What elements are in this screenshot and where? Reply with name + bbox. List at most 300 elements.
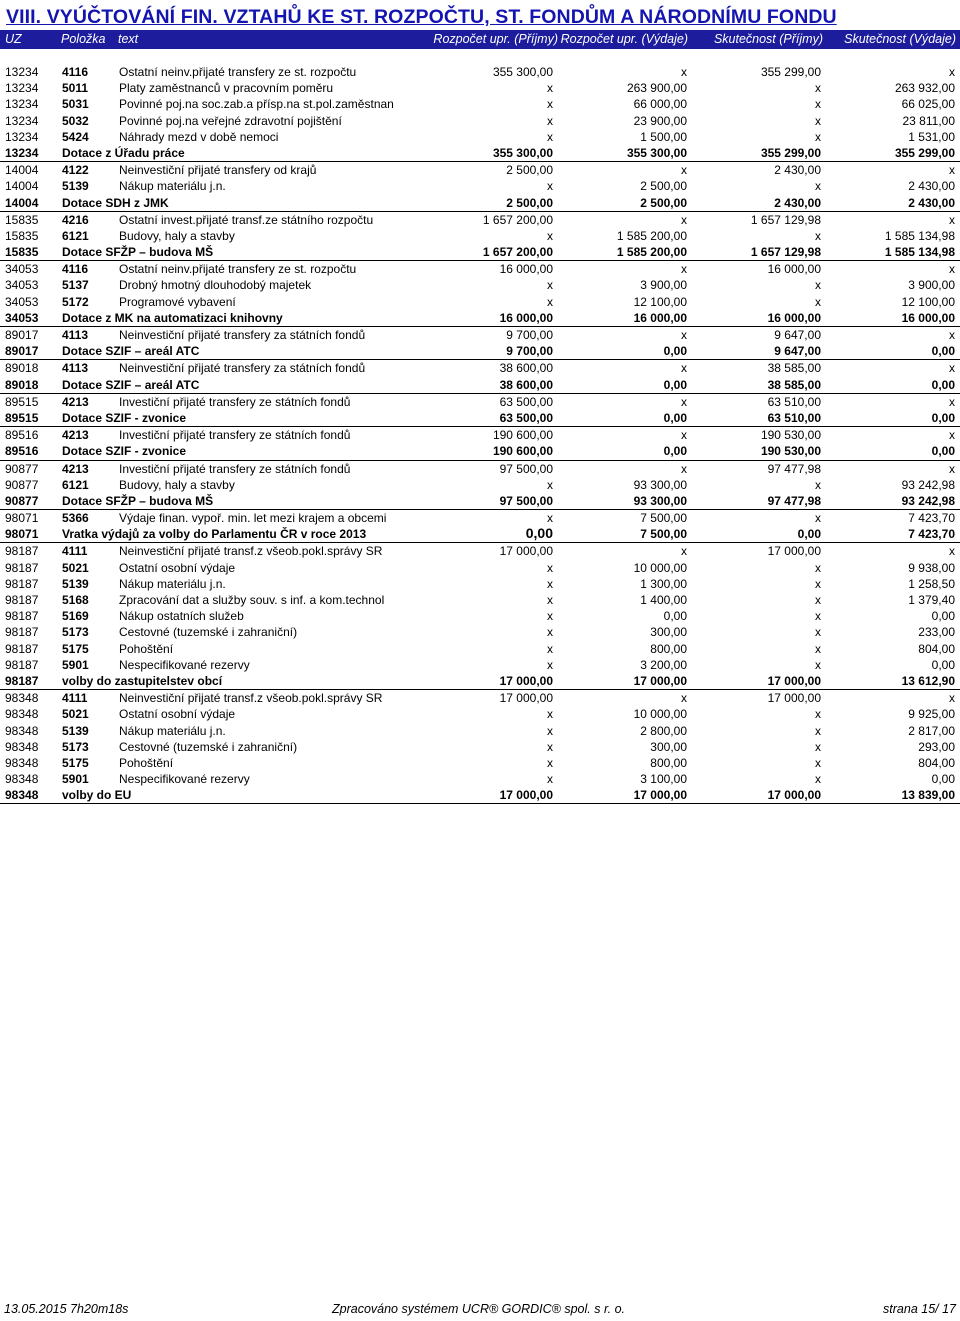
cell-skutecnost-prijmy: 1 657 129,98 (750, 245, 821, 260)
cell-polozka: 5173 (62, 739, 89, 754)
cell-uz: 98187 (5, 673, 39, 688)
cell-text: Investiční přijaté transfery ze státních fondů (119, 394, 351, 409)
cell-skutecnost-vydaje: 12 100,00 (901, 294, 955, 309)
cell-rozpocet-vydaje: 17 000,00 (633, 788, 687, 803)
table-row-total (0, 343, 960, 360)
cell-polozka: 5032 (62, 113, 89, 128)
cell-skutecnost-prijmy: 9 647,00 (774, 344, 821, 359)
cell-skutecnost-vydaje: 0,00 (931, 772, 955, 787)
cell-skutecnost-prijmy: x (815, 278, 821, 293)
cell-skutecnost-prijmy: x (815, 593, 821, 607)
cell-polozka: 4113 (62, 328, 89, 342)
cell-skutecnost-vydaje: x (949, 262, 955, 277)
cell-rozpocet-vydaje: 2 500,00 (640, 179, 687, 194)
cell-skutecnost-prijmy: 1 657 129,98 (750, 212, 821, 227)
cell-skutecnost-prijmy: x (815, 560, 821, 575)
cell-rozpocet-vydaje: 1 500,00 (640, 129, 687, 144)
cell-rozpocet-vydaje: 2 500,00 (640, 195, 687, 210)
cell-skutecnost-vydaje: x (949, 212, 955, 227)
cell-uz: 98187 (5, 657, 39, 672)
cell-rozpocet-vydaje: 3 100,00 (640, 772, 687, 787)
cell-skutecnost-prijmy: 16 000,00 (767, 262, 821, 277)
cell-uz: 89017 (5, 328, 39, 342)
cell-skutecnost-vydaje: 2 430,00 (908, 179, 955, 194)
cell-skutecnost-prijmy: x (815, 723, 821, 738)
cell-rozpocet-prijmy: x (547, 179, 553, 194)
cell-skutecnost-prijmy: 16 000,00 (767, 310, 821, 325)
header-skutecnost-vydaje: Skutečnost (Výdaje) (844, 32, 956, 46)
cell-rozpocet-prijmy: x (547, 772, 553, 787)
cell-rozpocet-prijmy: 97 500,00 (499, 461, 553, 476)
footer-system: Zpracováno systémem UCR® GORDIC® spol. s r. o. (332, 1302, 626, 1316)
cell-skutecnost-vydaje: 0,00 (931, 609, 955, 624)
cell-rozpocet-vydaje: 300,00 (650, 625, 687, 640)
cell-rozpocet-prijmy: 9 700,00 (506, 328, 553, 342)
cell-skutecnost-prijmy: x (815, 81, 821, 96)
cell-rozpocet-prijmy: 16 000,00 (499, 262, 553, 277)
cell-skutecnost-vydaje: 66 025,00 (901, 97, 955, 112)
cell-skutecnost-prijmy: x (815, 707, 821, 722)
cell-uz: 13234 (5, 81, 39, 96)
cell-rozpocet-vydaje: x (681, 544, 687, 559)
table-row-total (0, 673, 960, 690)
cell-rozpocet-prijmy: x (547, 560, 553, 575)
cell-skutecnost-vydaje: 804,00 (918, 641, 955, 656)
table-row (0, 690, 960, 706)
table-row (0, 592, 960, 608)
cell-rozpocet-vydaje: 800,00 (650, 755, 687, 770)
cell-uz: 89516 (5, 428, 39, 443)
cell-rozpocet-prijmy: 17 000,00 (499, 691, 553, 706)
cell-rozpocet-vydaje: 93 300,00 (633, 477, 687, 492)
cell-text: Neinvestiční přijaté transfery za státních fondů (119, 361, 366, 376)
cell-text: Nákup materiálu j.n. (119, 723, 226, 738)
cell-skutecnost-prijmy: x (815, 657, 821, 672)
cell-rozpocet-vydaje: 0,00 (663, 444, 687, 459)
cell-skutecnost-prijmy: x (815, 755, 821, 770)
cell-polozka: 5137 (62, 278, 89, 293)
cell-skutecnost-prijmy: x (815, 609, 821, 624)
cell-polozka: 4216 (62, 212, 89, 227)
cell-text: Nespecifikované rezervy (119, 657, 250, 672)
cell-skutecnost-prijmy: x (815, 641, 821, 656)
cell-skutecnost-prijmy: 63 510,00 (767, 410, 821, 425)
cell-rozpocet-prijmy: 355 300,00 (492, 145, 553, 160)
cell-rozpocet-vydaje: x (681, 328, 687, 342)
table-row-total (0, 443, 960, 460)
cell-skutecnost-vydaje: 2 817,00 (908, 723, 955, 738)
cell-rozpocet-prijmy: x (547, 97, 553, 112)
cell-skutecnost-vydaje: x (949, 428, 955, 443)
cell-polozka: 5021 (62, 707, 89, 722)
table-row (0, 576, 960, 592)
cell-skutecnost-prijmy: 190 530,00 (760, 444, 821, 459)
cell-uz: 34053 (5, 278, 39, 293)
table-row (0, 178, 960, 194)
cell-skutecnost-vydaje: 804,00 (918, 755, 955, 770)
table-row (0, 64, 960, 80)
cell-rozpocet-prijmy: x (547, 609, 553, 624)
cell-uz: 13234 (5, 145, 39, 160)
cell-rozpocet-prijmy: x (547, 723, 553, 738)
cell-rozpocet-prijmy: 1 657 200,00 (482, 245, 553, 260)
cell-skutecnost-prijmy: 38 585,00 (767, 377, 821, 392)
cell-rozpocet-vydaje: 1 300,00 (640, 576, 687, 591)
cell-skutecnost-prijmy: x (815, 625, 821, 640)
cell-rozpocet-prijmy: x (547, 739, 553, 754)
cell-polozka: 6121 (62, 477, 89, 492)
table-row-total (0, 145, 960, 162)
cell-skutecnost-vydaje: 1 585 134,98 (884, 228, 955, 243)
cell-uz: 15835 (5, 228, 39, 243)
cell-rozpocet-prijmy: x (547, 113, 553, 128)
cell-text: Nákup materiálu j.n. (119, 576, 226, 591)
table-row (0, 394, 960, 410)
table-row-total (0, 310, 960, 327)
cell-rozpocet-vydaje: 300,00 (650, 739, 687, 754)
cell-uz: 34053 (5, 294, 39, 309)
cell-skutecnost-vydaje: x (949, 65, 955, 79)
cell-skutecnost-prijmy: x (815, 228, 821, 243)
cell-skutecnost-vydaje: x (949, 328, 955, 342)
cell-text: Dotace z Úřadu práce (62, 145, 185, 160)
table-row (0, 80, 960, 96)
table-row-total (0, 244, 960, 261)
cell-rozpocet-vydaje: 16 000,00 (633, 310, 687, 325)
cell-rozpocet-vydaje: x (681, 361, 687, 376)
cell-skutecnost-prijmy: 2 430,00 (774, 163, 821, 178)
cell-rozpocet-vydaje: 23 900,00 (633, 113, 687, 128)
cell-polozka: 4113 (62, 361, 89, 376)
cell-skutecnost-prijmy: 63 510,00 (767, 394, 821, 409)
cell-text: Nespecifikované rezervy (119, 772, 250, 787)
cell-skutecnost-prijmy: 17 000,00 (767, 691, 821, 706)
cell-rozpocet-prijmy: x (547, 129, 553, 144)
cell-rozpocet-prijmy: 17 000,00 (499, 788, 553, 803)
cell-skutecnost-prijmy: 2 430,00 (774, 195, 821, 210)
cell-rozpocet-prijmy: 190 600,00 (492, 444, 553, 459)
cell-skutecnost-vydaje: 7 423,70 (908, 527, 955, 542)
cell-rozpocet-vydaje: 1 585 200,00 (616, 228, 687, 243)
cell-skutecnost-vydaje: 0,00 (931, 657, 955, 672)
cell-skutecnost-vydaje: 1 258,50 (908, 576, 955, 591)
table-row-total (0, 493, 960, 510)
cell-skutecnost-vydaje: 355 299,00 (894, 145, 955, 160)
cell-polozka: 5139 (62, 179, 89, 194)
cell-text: Nákup ostatních služeb (119, 609, 244, 624)
cell-polozka: 4213 (62, 428, 89, 443)
cell-polozka: 5173 (62, 625, 89, 640)
table-body (0, 64, 960, 804)
cell-skutecnost-vydaje: 13 839,00 (901, 788, 955, 803)
cell-skutecnost-prijmy: 17 000,00 (767, 544, 821, 559)
cell-uz: 98348 (5, 723, 39, 738)
cell-uz: 98187 (5, 641, 39, 656)
cell-text: Budovy, haly a stavby (119, 477, 235, 492)
cell-rozpocet-vydaje: x (681, 394, 687, 409)
table-header (0, 30, 960, 49)
cell-rozpocet-prijmy: x (547, 81, 553, 96)
cell-text: Ostatní osobní výdaje (119, 560, 236, 575)
cell-skutecnost-vydaje: 0,00 (931, 344, 955, 359)
cell-text: Drobný hmotný dlouhodobý majetek (119, 278, 312, 293)
table-row (0, 228, 960, 244)
cell-skutecnost-prijmy: x (815, 576, 821, 591)
cell-rozpocet-vydaje: 0,00 (663, 410, 687, 425)
cell-uz: 98187 (5, 609, 39, 624)
cell-skutecnost-vydaje: 9 925,00 (908, 707, 955, 722)
cell-polozka: 5175 (62, 641, 89, 656)
cell-skutecnost-prijmy: x (815, 113, 821, 128)
cell-skutecnost-prijmy: 355 299,00 (760, 65, 821, 79)
cell-polozka: 4116 (62, 262, 89, 277)
table-row-total (0, 195, 960, 212)
cell-skutecnost-prijmy: 355 299,00 (760, 145, 821, 160)
cell-text: Zpracování dat a služby souv. s inf. a kom.technol (119, 593, 385, 607)
cell-skutecnost-vydaje: 7 423,70 (908, 511, 955, 526)
cell-skutecnost-vydaje: 1 531,00 (908, 129, 955, 144)
cell-uz: 98348 (5, 739, 39, 754)
cell-text: Povinné poj.na soc.zab.a přísp.na st.pol.zaměstnan (119, 97, 394, 112)
cell-uz: 89515 (5, 394, 39, 409)
page-footer (0, 1302, 960, 1318)
cell-uz: 14004 (5, 195, 39, 210)
cell-skutecnost-vydaje: x (949, 361, 955, 376)
cell-rozpocet-prijmy: 97 500,00 (499, 493, 553, 508)
cell-rozpocet-vydaje: 1 585 200,00 (616, 245, 687, 260)
cell-skutecnost-vydaje: 3 900,00 (908, 278, 955, 293)
table-row-total (0, 787, 960, 804)
cell-uz: 90877 (5, 461, 39, 476)
cell-rozpocet-vydaje: x (681, 212, 687, 227)
cell-polozka: 4111 (62, 544, 88, 559)
header-uz: UZ (5, 32, 22, 46)
cell-rozpocet-prijmy: 9 700,00 (506, 344, 553, 359)
table-row (0, 477, 960, 493)
header-polozka: Položka (61, 32, 106, 46)
cell-text: Ostatní neinv.přijaté transfery ze st. rozpočtu (119, 262, 357, 277)
cell-skutecnost-prijmy: x (815, 739, 821, 754)
cell-skutecnost-vydaje: 2 430,00 (908, 195, 955, 210)
cell-polozka: 5168 (62, 593, 89, 607)
footer-date: 13.05.2015 7h20m18s (4, 1302, 129, 1316)
cell-text: Ostatní osobní výdaje (119, 707, 236, 722)
cell-text: Investiční přijaté transfery ze státních fondů (119, 428, 351, 443)
cell-skutecnost-prijmy: x (815, 477, 821, 492)
table-row (0, 277, 960, 293)
cell-rozpocet-vydaje: x (681, 461, 687, 476)
cell-rozpocet-vydaje: 263 900,00 (626, 81, 687, 96)
cell-uz: 13234 (5, 97, 39, 112)
cell-text: Dotace SZIF - zvonice (62, 410, 187, 425)
cell-skutecnost-prijmy: x (815, 129, 821, 144)
cell-uz: 13234 (5, 129, 39, 144)
table-row (0, 723, 960, 739)
cell-rozpocet-prijmy: 2 500,00 (506, 195, 553, 210)
cell-uz: 98348 (5, 707, 39, 722)
cell-polozka: 5021 (62, 560, 89, 575)
table-row (0, 327, 960, 343)
cell-skutecnost-vydaje: x (949, 461, 955, 476)
cell-uz: 98348 (5, 772, 39, 787)
cell-rozpocet-prijmy: x (547, 707, 553, 722)
cell-rozpocet-vydaje: 3 200,00 (640, 657, 687, 672)
cell-rozpocet-vydaje: x (681, 262, 687, 277)
cell-text: volby do EU (62, 788, 132, 803)
cell-skutecnost-vydaje: 0,00 (931, 410, 955, 425)
table-row (0, 212, 960, 228)
cell-polozka: 6121 (62, 228, 89, 243)
cell-polozka: 4122 (62, 163, 89, 178)
cell-skutecnost-vydaje: 9 938,00 (908, 560, 955, 575)
cell-skutecnost-vydaje: 1 379,40 (908, 593, 955, 607)
cell-rozpocet-prijmy: x (547, 294, 553, 309)
cell-uz: 98187 (5, 593, 39, 607)
cell-skutecnost-prijmy: x (815, 97, 821, 112)
cell-rozpocet-prijmy: 355 300,00 (492, 65, 553, 79)
table-row (0, 261, 960, 277)
cell-skutecnost-prijmy: 17 000,00 (767, 788, 821, 803)
cell-uz: 98348 (5, 691, 39, 706)
cell-text: Dotace SFŽP – budova MŠ (62, 245, 214, 260)
cell-skutecnost-prijmy: x (815, 772, 821, 787)
cell-text: Neinvestiční přijaté transfery za státních fondů (119, 328, 366, 342)
cell-skutecnost-vydaje: 93 242,98 (901, 493, 955, 508)
cell-text: Výdaje finan. vypoř. min. let mezi krajem a obcemi (119, 511, 387, 526)
cell-polozka: 5366 (62, 511, 89, 526)
cell-skutecnost-prijmy: 190 530,00 (760, 428, 821, 443)
cell-skutecnost-prijmy: x (815, 294, 821, 309)
table-row (0, 771, 960, 787)
cell-rozpocet-vydaje: 10 000,00 (633, 707, 687, 722)
cell-rozpocet-prijmy: x (547, 511, 553, 526)
cell-uz: 90877 (5, 493, 39, 508)
cell-rozpocet-prijmy: x (547, 625, 553, 640)
table-row (0, 360, 960, 376)
cell-text: Dotace SZIF – areál ATC (62, 344, 200, 359)
cell-text: Dotace z MK na automatizaci knihovny (62, 310, 283, 325)
header-text: text (118, 32, 139, 46)
cell-polozka: 5011 (62, 81, 89, 96)
cell-rozpocet-vydaje: 2 800,00 (640, 723, 687, 738)
cell-polozka: 4116 (62, 65, 89, 79)
cell-skutecnost-vydaje: 0,00 (931, 377, 955, 392)
cell-rozpocet-prijmy: 17 000,00 (499, 544, 553, 559)
cell-skutecnost-prijmy: 38 585,00 (767, 361, 821, 376)
cell-text: Dotace SZIF - zvonice (62, 444, 187, 459)
cell-skutecnost-prijmy: 9 647,00 (774, 328, 821, 342)
table-row (0, 706, 960, 722)
cell-text: Dotace SFŽP – budova MŠ (62, 493, 214, 508)
cell-skutecnost-prijmy: 97 477,98 (767, 493, 821, 508)
cell-text: Programové vybavení (119, 294, 236, 309)
cell-rozpocet-vydaje: x (681, 428, 687, 443)
cell-rozpocet-prijmy: 17 000,00 (499, 673, 553, 688)
cell-polozka: 5901 (62, 772, 89, 787)
cell-rozpocet-vydaje: x (681, 691, 687, 706)
page-title: VIII. VYÚČTOVÁNÍ FIN. VZTAHŮ KE ST. ROZPOČTU, ST. FONDŮM A NÁRODNÍMU FONDU (6, 6, 837, 28)
cell-text: Platy zaměstnanců v pracovním poměru (119, 81, 334, 96)
cell-rozpocet-prijmy: 16 000,00 (499, 310, 553, 325)
cell-polozka: 4213 (62, 394, 89, 409)
cell-text: Nákup materiálu j.n. (119, 179, 226, 194)
cell-rozpocet-prijmy: x (547, 278, 553, 293)
cell-rozpocet-vydaje: 7 500,00 (640, 511, 687, 526)
cell-uz: 89018 (5, 377, 39, 392)
table-row (0, 461, 960, 477)
cell-polozka: 5172 (62, 294, 89, 309)
cell-uz: 98187 (5, 576, 39, 591)
cell-uz: 34053 (5, 310, 39, 325)
cell-skutecnost-vydaje: x (949, 691, 955, 706)
footer-page: strana 15/ 17 (883, 1302, 956, 1316)
cell-rozpocet-prijmy: x (547, 593, 553, 607)
cell-polozka: 4213 (62, 461, 89, 476)
cell-rozpocet-vydaje: 93 300,00 (633, 493, 687, 508)
table-row (0, 543, 960, 559)
cell-text: Dotace SDH z JMK (62, 195, 169, 210)
cell-text: Pohoštění (119, 641, 174, 656)
cell-rozpocet-vydaje: 0,00 (663, 377, 687, 392)
table-row (0, 427, 960, 443)
cell-uz: 14004 (5, 163, 39, 178)
table-row (0, 624, 960, 640)
cell-polozka: 5139 (62, 576, 89, 591)
cell-text: Cestovné (tuzemské i zahraniční) (119, 739, 298, 754)
table-row (0, 510, 960, 526)
cell-text: Neinvestiční přijaté transf.z všeob.pokl.správy SR (119, 691, 383, 706)
cell-polozka: 5169 (62, 609, 89, 624)
cell-rozpocet-prijmy: 2 500,00 (506, 163, 553, 178)
cell-text: Náhrady mezd v době nemoci (119, 129, 279, 144)
cell-skutecnost-vydaje: 1 585 134,98 (884, 245, 955, 260)
cell-rozpocet-prijmy: 63 500,00 (499, 410, 553, 425)
table-row (0, 608, 960, 624)
cell-rozpocet-prijmy: 190 600,00 (492, 428, 553, 443)
cell-rozpocet-vydaje: x (681, 65, 687, 79)
cell-rozpocet-vydaje: 7 500,00 (640, 527, 687, 542)
cell-rozpocet-vydaje: 355 300,00 (626, 145, 687, 160)
cell-rozpocet-vydaje: x (681, 163, 687, 178)
table-row (0, 657, 960, 673)
cell-rozpocet-prijmy: 1 657 200,00 (482, 212, 553, 227)
cell-rozpocet-prijmy: x (547, 576, 553, 591)
table-row (0, 162, 960, 178)
table-row (0, 560, 960, 576)
cell-uz: 13234 (5, 113, 39, 128)
cell-rozpocet-prijmy: x (547, 657, 553, 672)
cell-skutecnost-vydaje: 233,00 (918, 625, 955, 640)
cell-rozpocet-vydaje: 17 000,00 (633, 673, 687, 688)
cell-polozka: 5175 (62, 755, 89, 770)
cell-uz: 14004 (5, 179, 39, 194)
table-row (0, 113, 960, 129)
cell-polozka: 4111 (62, 691, 88, 706)
cell-skutecnost-prijmy: 97 477,98 (767, 461, 821, 476)
cell-polozka: 5424 (62, 129, 89, 144)
cell-text: Dotace SZIF – areál ATC (62, 377, 200, 392)
cell-text: Povinné poj.na veřejné zdravotní pojištění (119, 113, 342, 128)
table-row (0, 129, 960, 145)
header-skutecnost-prijmy: Skutečnost (Příjmy) (713, 32, 823, 46)
cell-polozka: 5139 (62, 723, 89, 738)
cell-skutecnost-prijmy: 0,00 (797, 527, 821, 542)
cell-text: volby do zastupitelstev obcí (62, 673, 223, 688)
cell-rozpocet-vydaje: 3 900,00 (640, 278, 687, 293)
cell-uz: 90877 (5, 477, 39, 492)
cell-uz: 98348 (5, 755, 39, 770)
cell-text: Budovy, haly a stavby (119, 228, 235, 243)
